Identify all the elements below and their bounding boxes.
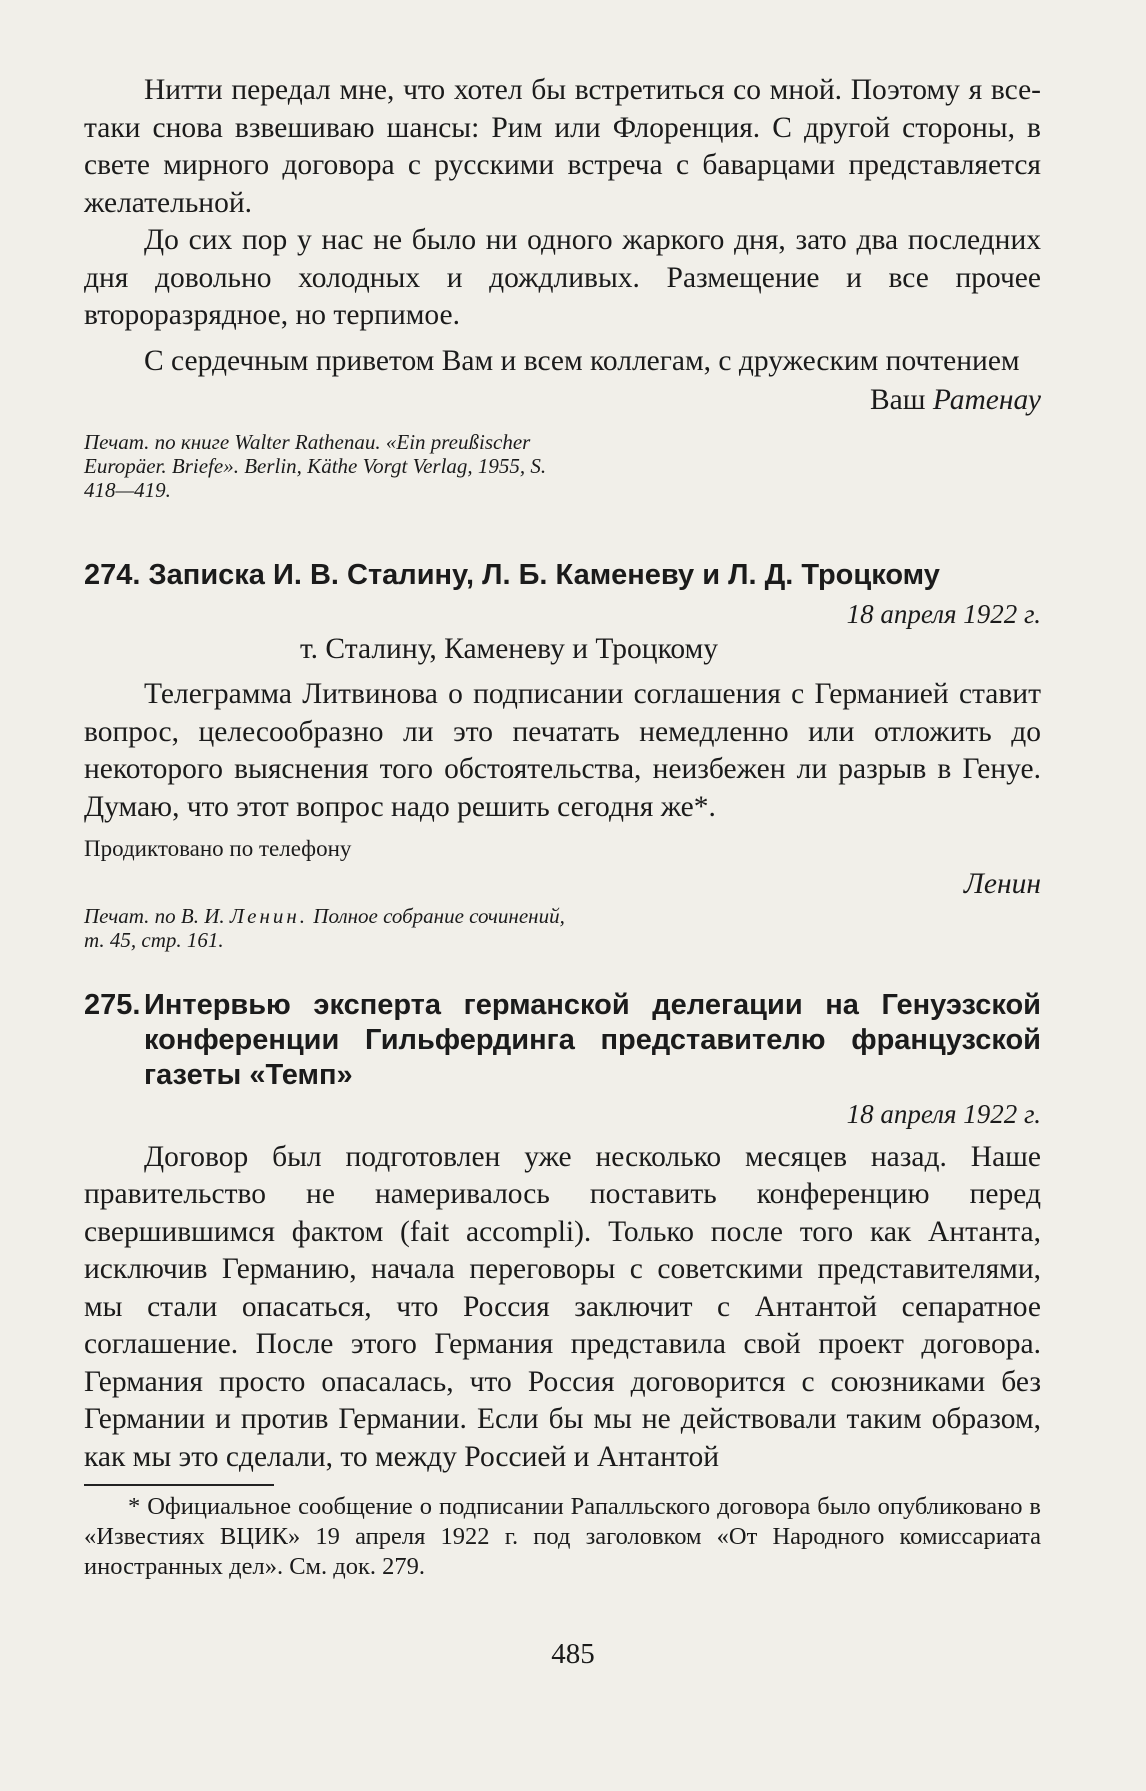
doc-274-source-post: Полное собрание сочинений, т. 45, стр. 161. [84, 903, 565, 952]
footnote: * Официальное сообщение о подписании Рапалльского договора было опубликовано в «Известиях ВЦИК» 19 апреля 1922 г. под заголовком «От Народного комиссариата иностранных дел». См. док. 279. [84, 1493, 1041, 1580]
book-page [84, 72, 1041, 1582]
signature-prefix: Ваш [869, 384, 926, 416]
doc-274-source-author: Ленин. [229, 903, 309, 928]
doc-275-title-text: Интервью эксперта германской делегации на Генуэзской конференции Гильфердинга представителю французской газеты «Темп» [144, 988, 1041, 1091]
doc-274-number: 274. [84, 558, 141, 591]
doc-274-signature: Ленин [963, 868, 1041, 900]
rathenau-signature [84, 382, 1041, 420]
doc-274-source-pre: Печат. по В. И. [84, 903, 225, 928]
doc-274-title-text: Записка И. В. Сталину, Л. Б. Каменеву и Л. Д. Троцкому [148, 558, 940, 591]
footnote-divider [84, 1484, 274, 1486]
intro-paragraph-1: Нитти передал мне, что хотел бы встретиться со мной. Поэтому я все-таки снова взвешиваю шансы: Рим или Флоренция. С другой стороны, в свете мирного договора с русскими встреча с баварцами представляется желательной. [84, 74, 1041, 219]
doc-274-addressee: т. Сталину, Каменеву и Троцкому [300, 632, 719, 665]
intro-source-note: Печат. по книге Walter Rathenau. «Ein preußischer Europäer. Briefe». Berlin, Käthe Vorgt Verlag, 1955, S. 418—419. [84, 429, 547, 502]
doc-275-title [84, 988, 1041, 1093]
signature-name: Ратенау [932, 384, 1041, 416]
doc-274-dictated-note: Продиктовано по телефону [84, 836, 352, 861]
doc-275-date: 18 апреля 1922 г. [846, 1098, 1041, 1129]
doc-274-source-note [84, 904, 584, 952]
doc-275-number: 275. [84, 988, 141, 1021]
intro-paragraph-2: До сих пор у нас не было ни одного жаркого дня, зато два последних дня довольно холодных и дождливых. Размещение и все прочее второразрядное, но терпимое. [84, 224, 1041, 331]
doc-275-body: Договор был подготовлен уже несколько месяцев назад. Наше правительство не намеривалось поставить конференцию перед свершившимся фактом (fait accompli). Только после того как Антанта, исключив Германию, начала переговоры с советскими представителями, мы стали опасаться, что Россия заключит с Антантой сепаратное соглашение. После этого Германия представила свой проект договора. Германия просто опасалась, что Россия договорится с союзниками без Германии и против Германии. Если бы мы не действовали таким образом, как мы это сделали, то между Россией и Антантой [84, 1140, 1041, 1473]
page-number: 485 [551, 1638, 595, 1670]
doc-274-body: Телеграмма Литвинова о подписании соглашения с Германией ставит вопрос, целесообразно ли это печатать немедленно или отложить до некоторого выяснения того обстоятельства, неизбежен ли разрыв в Генуе. Думаю, что этот вопрос надо решить сегодня же*. [84, 678, 1041, 823]
intro-paragraph-3: С сердечным приветом Вам и всем коллегам, с дружеским почтением [144, 344, 1020, 377]
doc-274-date: 18 апреля 1922 г. [846, 598, 1041, 629]
doc-274-title [84, 558, 1041, 593]
